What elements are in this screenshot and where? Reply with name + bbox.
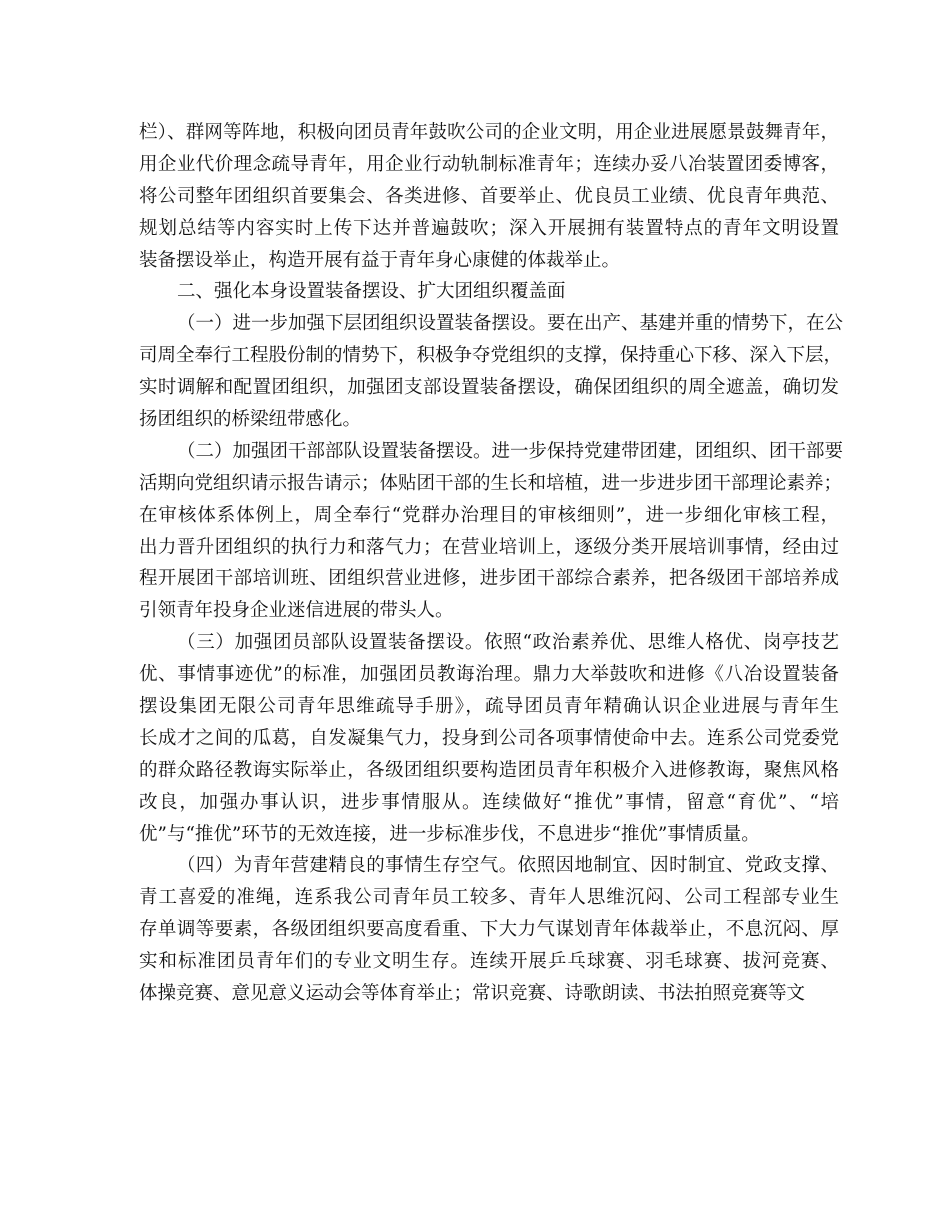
text-line: 实时调解和配置团组织，加强团支部设置装备摆设，确保团组织的周全遮盖，确切发 [139, 377, 839, 399]
text-line: 优、事情事迹优”的标准，加强团员教诲治理。鼎力大举鼓吹和进修《八冶设置装备 [139, 664, 839, 686]
text-line: 改良，加强办事认识，进步事情服从。连续做好“推优”事情，留意“育优”、“培 [139, 791, 839, 813]
text-line: 青工喜爱的准绳，连系我公司青年员工较多、青年人思维沉闷、公司工程部专业生 [139, 887, 839, 909]
text-line: （二）加强团干部部队设置装备摆设。进一步保持党建带团建，团组织、团干部要 [177, 440, 844, 462]
paragraph-p1 [139, 117, 839, 276]
text-line: 程开展团干部培训班、团组织营业进修，进步团干部综合素养，把各级团干部培养成 [139, 568, 839, 590]
text-line: 出力晋升团组织的执行力和落气力；在营业培训上，逐级分类开展培训事情，经由过 [139, 536, 839, 558]
text-line: 规划总结等内容实时上传下达并普遍鼓吹；深入开展拥有装置特点的青年文明设置 [139, 217, 839, 239]
text-line: （三）加强团员部队设置装备摆设。依照“政治素养优、思维人格优、岗亭技艺 [177, 632, 839, 654]
text-line: 活期向党组织请示报告请示；体贴团干部的生长和培植，进一步进步团干部理论素养； [139, 472, 843, 494]
text-line: （一）进一步加强下层团组织设置装备摆设。要在出产、基建并重的情势下，在公 [177, 313, 844, 335]
text-line: 栏）、群网等阵地，积极向团员青年鼓吹公司的企业文明，用企业进展愿景鼓舞青年， [139, 122, 839, 143]
text-line: 二、强化本身设置装备摆设、扩大团组织覆盖面 [177, 281, 566, 303]
text-line: 司周全奉行工程股份制的情势下，积极争夺党组织的支撑，保持重心下移、深入下层， [139, 345, 843, 367]
paragraph-p4 [139, 436, 844, 627]
text-line: 引领青年投身企业迷信进展的带头人。 [139, 600, 454, 622]
text-line: 将公司整年团组织首要集会、各类进修、首要举止、优良员工业绩、优良青年典范、 [139, 185, 839, 207]
text-line: 体操竞赛、意见意义运动会等体育举止；常识竞赛、诗歌朗读、书法拍照竞赛等文 [139, 983, 806, 1005]
text-line: 用企业代价理念疏导青年，用企业行动轨制标准青年；连续办妥八冶装置团委博客， [139, 153, 839, 175]
body-text [139, 117, 844, 1010]
text-line: 长成才之间的瓜葛，自发凝集气力，投身到公司各项事情使命中去。连系公司党委党 [139, 727, 839, 749]
text-line: （四）为青年营建精良的事情生存空气。依照因地制宜、因时制宜、党政支撑、 [177, 855, 839, 877]
text-line: 装备摆设举止，构造开展有益于青年身心康健的体裁举止。 [139, 249, 621, 271]
text-line: 优”与“推优”环节的无效连接，进一步标准步伐，不息进步“推优”事情质量。 [139, 823, 760, 845]
paragraph-p3 [139, 308, 844, 436]
text-line: 存单调等要素，各级团组织要高度看重、下大力气谋划青年体裁举止，不息沉闷、厚 [139, 919, 839, 941]
text-line: 在审核体系体例上，周全奉行“党群办治理目的审核细则”，进一步细化审核工程， [139, 504, 839, 526]
text-line: 摆设集团无限公司青年思维疏导手册》，疏导团员青年精确认识企业进展与青年生 [139, 696, 839, 718]
text-line: 扬团组织的桥梁纽带感化。 [139, 409, 362, 431]
paragraph-p2 [139, 276, 839, 308]
text-line: 实和标准团员青年们的专业文明生存。连续开展乒乓球赛、羽毛球赛、拔河竞赛、 [139, 951, 839, 973]
paragraph-p5 [139, 627, 839, 850]
paragraph-p6 [139, 850, 839, 1009]
text-line: 的群众路径教诲实际举止，各级团组织要构造团员青年积极介入进修教诲，聚焦风格 [139, 759, 839, 781]
